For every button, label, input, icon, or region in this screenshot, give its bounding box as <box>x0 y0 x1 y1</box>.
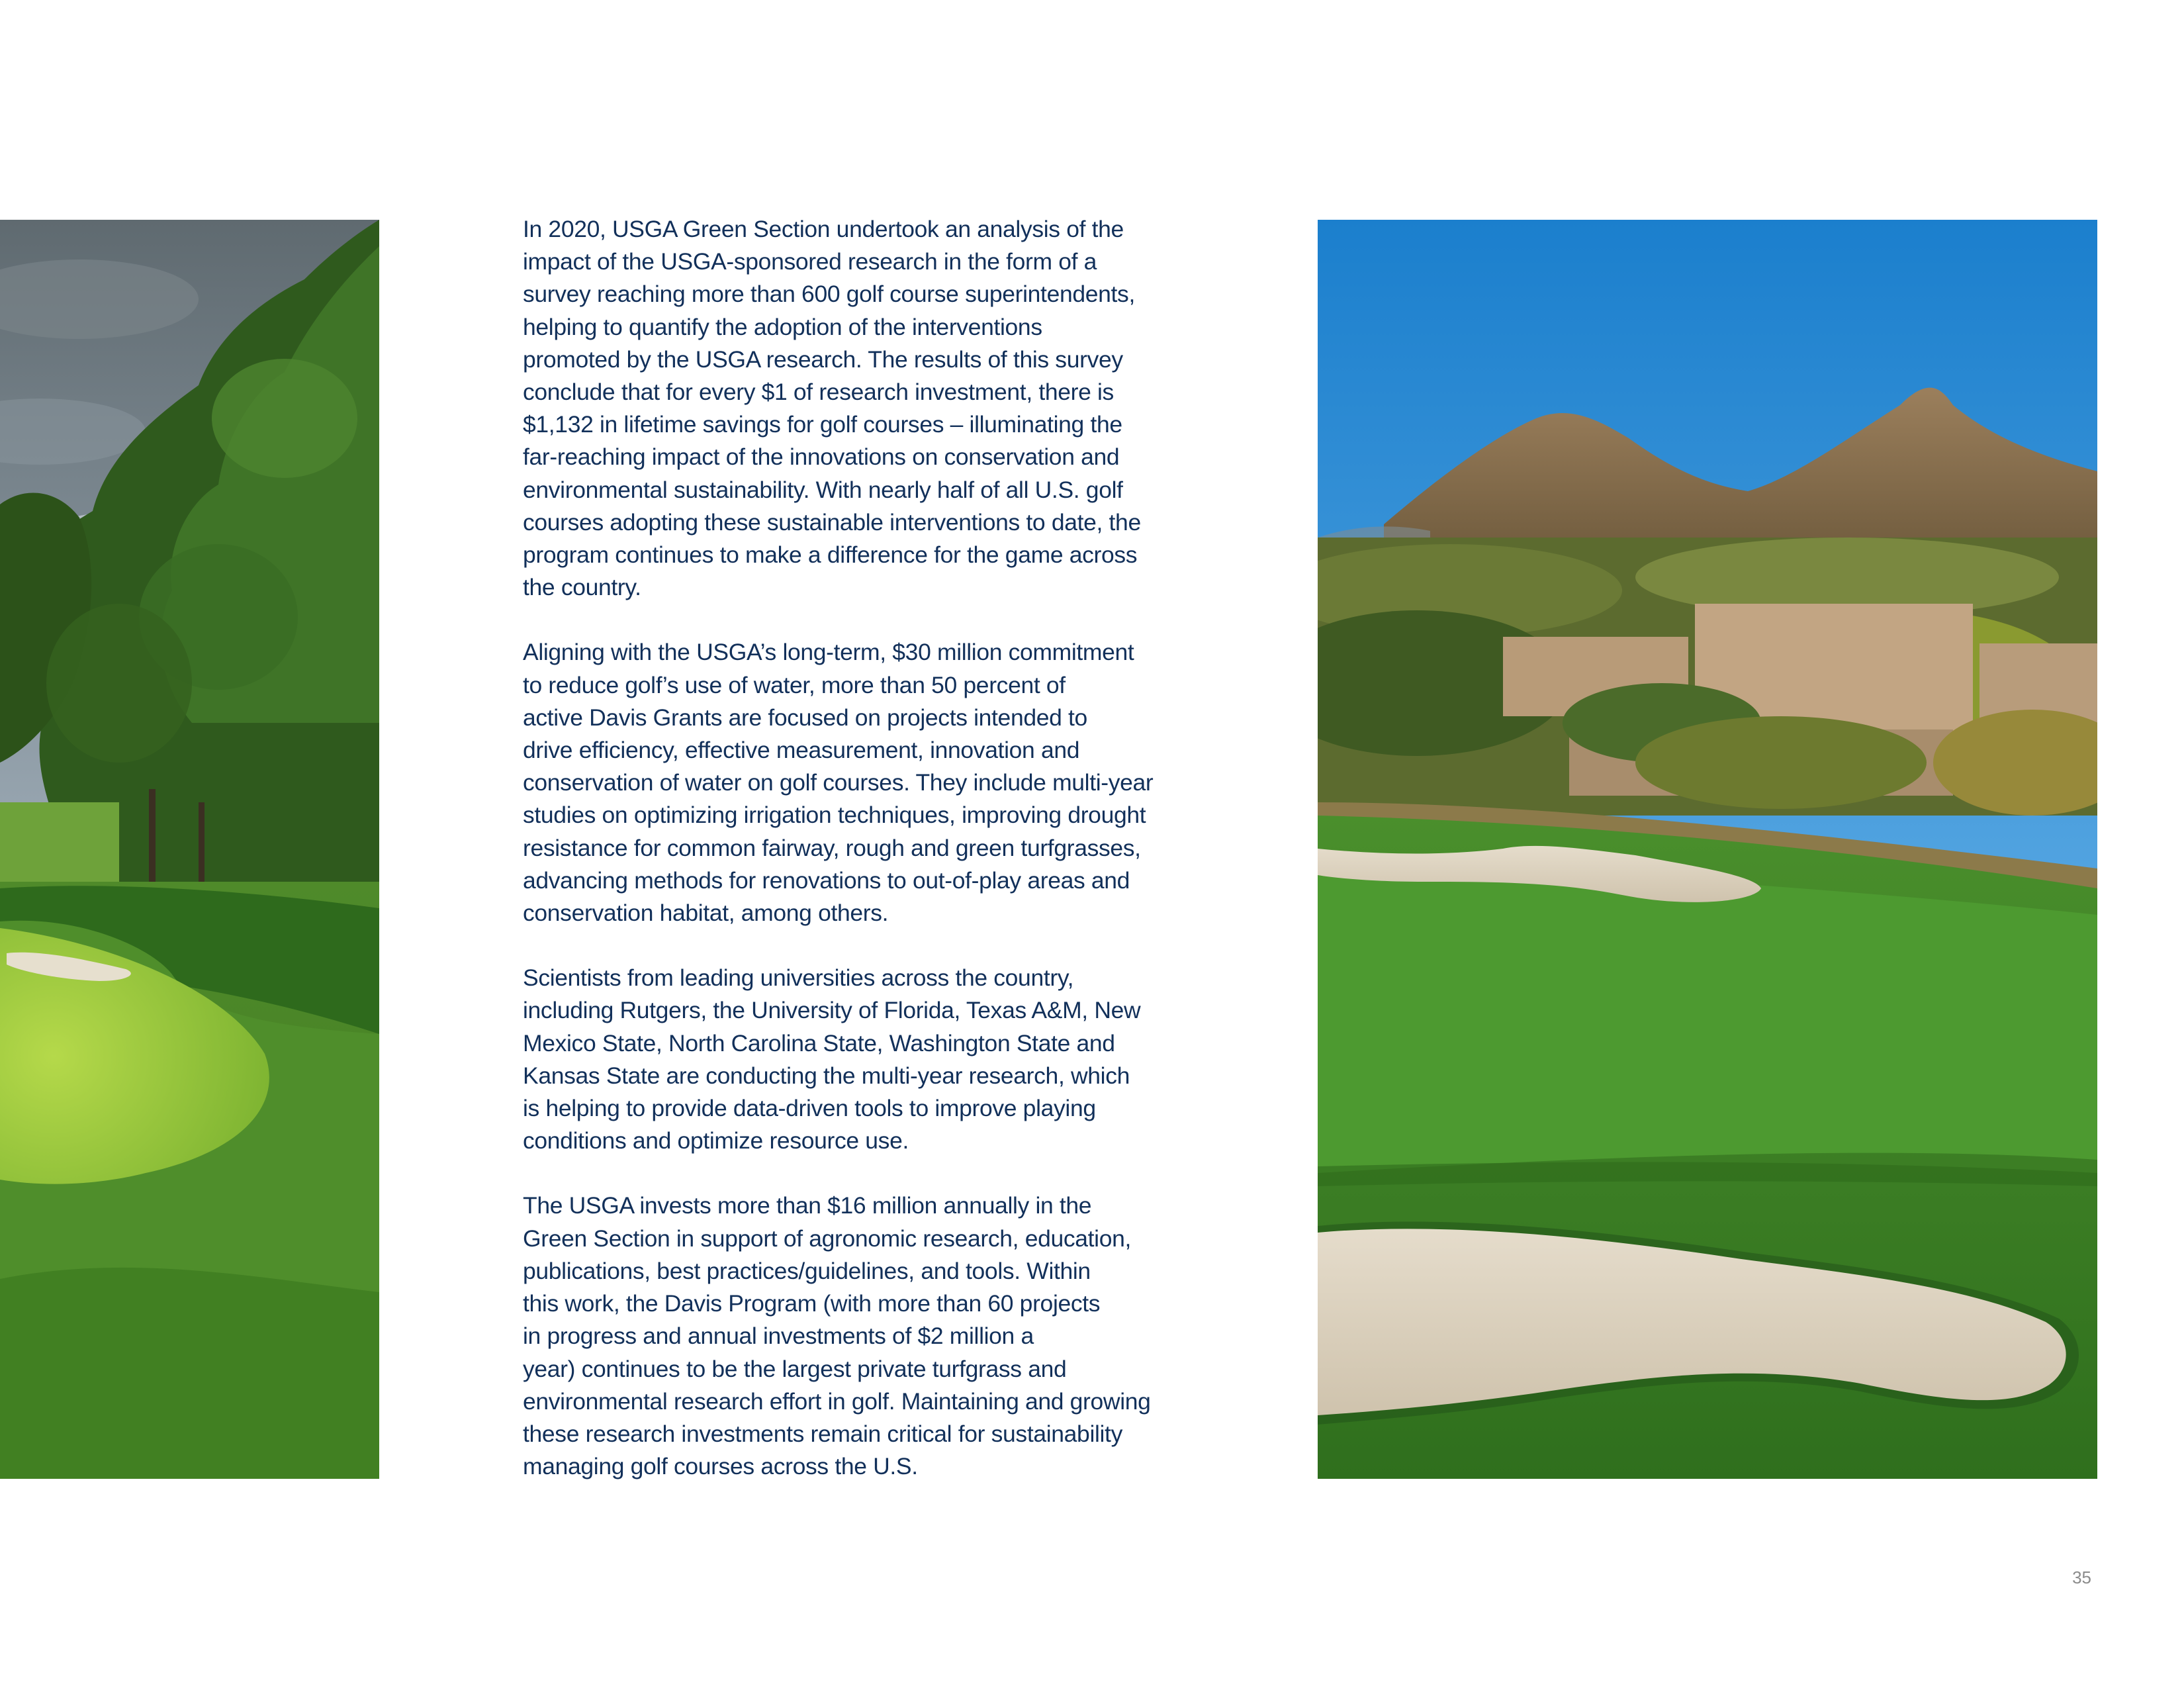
text-line: publications, best practices/guidelines, and tools. Within <box>523 1257 1091 1284</box>
text-line: conclude that for every $1 of research investment, there is <box>523 379 1114 406</box>
text-line: active Davis Grants are focused on projects intended to <box>523 704 1087 731</box>
text-line: impact of the USGA-sponsored research in the form of a <box>523 248 1097 275</box>
text-line: far-reaching impact of the innovations on conservation and <box>523 444 1120 471</box>
text-line: including Rutgers, the University of Florida, Texas A&M, New <box>523 997 1141 1024</box>
text-line: this work, the Davis Program (with more than 60 projects <box>523 1290 1101 1317</box>
right-photo-illustration <box>1318 220 2097 1479</box>
paragraph-water-commitment <box>523 636 1191 929</box>
page-number: 35 <box>2072 1568 2091 1587</box>
text-line: managing golf courses across the U.S. <box>523 1453 918 1480</box>
text-line: conservation of water on golf courses. They include multi-year <box>523 769 1154 796</box>
paragraph-research-survey <box>523 213 1191 604</box>
text-line: courses adopting these sustainable interventions to date, the <box>523 508 1141 536</box>
text-line: is helping to provide data-driven tools to improve playing <box>523 1095 1096 1122</box>
text-line: conservation habitat, among others. <box>523 900 889 927</box>
text-line: program continues to make a difference for the game across <box>523 541 1138 569</box>
left-golf-course-photo <box>0 220 379 1479</box>
text-line: in progress and annual investments of $2 million a <box>523 1323 1034 1350</box>
text-line: environmental research effort in golf. Maintaining and growing <box>523 1387 1151 1415</box>
text-line: In 2020, USGA Green Section undertook an analysis of the <box>523 216 1124 242</box>
text-line: studies on optimizing irrigation techniques, improving drought <box>523 802 1146 829</box>
text-line: Green Section in support of agronomic research, education, <box>523 1225 1132 1252</box>
text-line: advancing methods for renovations to out-of-play areas and <box>523 867 1130 894</box>
body-text-column <box>523 213 1191 1515</box>
text-line: promoted by the USGA research. The results of this survey <box>523 346 1123 373</box>
paragraph-investments <box>523 1190 1191 1483</box>
text-line: Kansas State are conducting the multi-year research, which <box>523 1062 1130 1089</box>
text-line: $1,132 in lifetime savings for golf courses – illuminating the <box>523 411 1122 438</box>
text-line: survey reaching more than 600 golf course superintendents, <box>523 281 1135 308</box>
text-line: drive efficiency, effective measurement, innovation and <box>523 737 1080 764</box>
right-desert-golf-photo <box>1318 220 2097 1479</box>
text-line: Scientists from leading universities across the country, <box>523 964 1074 992</box>
text-line: year) continues to be the largest private turfgrass and <box>523 1355 1067 1382</box>
text-line: Aligning with the USGA’s long-term, $30 million commitment <box>523 639 1134 666</box>
text-line: The USGA invests more than $16 million annually in the <box>523 1192 1092 1219</box>
text-line: Mexico State, North Carolina State, Washington State and <box>523 1029 1115 1056</box>
text-line: to reduce golf’s use of water, more than 50 percent of <box>523 671 1066 698</box>
text-line: helping to quantify the adoption of the interventions <box>523 313 1042 340</box>
text-line: these research investments remain critical for sustainability <box>523 1420 1122 1447</box>
text-line: the country. <box>523 574 641 601</box>
text-line: conditions and optimize resource use. <box>523 1127 909 1154</box>
text-line: resistance for common fairway, rough and green turfgrasses, <box>523 834 1141 861</box>
left-photo-illustration <box>0 220 379 1479</box>
text-line: environmental sustainability. With nearly half of all U.S. golf <box>523 476 1123 503</box>
paragraph-universities <box>523 962 1191 1157</box>
